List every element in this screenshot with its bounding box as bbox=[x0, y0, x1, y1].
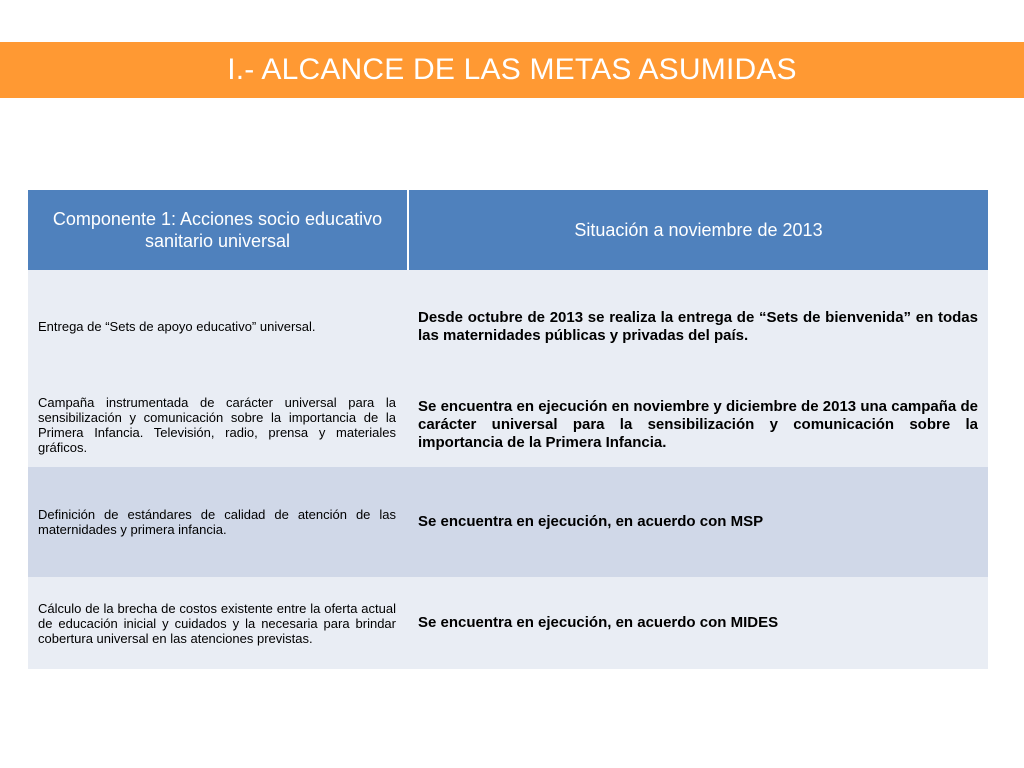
slide-title: I.- ALCANCE DE LAS METAS ASUMIDAS bbox=[227, 53, 797, 86]
row-component: Cálculo de la brecha de costos existente entre la oferta actual de educación inicial y cuidados y la necesaria para brindar cobertura universal en las atenciones previstas. bbox=[28, 577, 408, 669]
goals-table bbox=[28, 190, 988, 669]
header-component: Componente 1: Acciones socio educativo sanitario universal bbox=[28, 190, 408, 270]
title-bar bbox=[0, 42, 1024, 98]
row-component: Definición de estándares de calidad de atención de las maternidades y primera infancia. bbox=[28, 467, 408, 577]
table-row bbox=[28, 270, 988, 383]
row-status: Desde octubre de 2013 se realiza la entrega de “Sets de bienvenida” en todas las maternidades públicas y privadas del país. bbox=[408, 270, 988, 383]
table-row bbox=[28, 577, 988, 669]
table-header-row bbox=[28, 190, 988, 270]
row-component: Campaña instrumentada de carácter universal para la sensibilización y comunicación sobre la importancia de la Primera Infancia. Televisión, radio, prensa y materiales gráficos. bbox=[28, 383, 408, 467]
row-status: Se encuentra en ejecución, en acuerdo con MSP bbox=[408, 467, 988, 577]
header-status: Situación a noviembre de 2013 bbox=[408, 190, 988, 270]
row-status: Se encuentra en ejecución en noviembre y diciembre de 2013 una campaña de carácter universal para la sensibilización y comunicación sobre la importancia de la Primera Infancia. bbox=[408, 383, 988, 467]
row-component: Entrega de “Sets de apoyo educativo” universal. bbox=[28, 270, 408, 383]
row-status: Se encuentra en ejecución, en acuerdo con MIDES bbox=[408, 577, 988, 669]
table-row bbox=[28, 467, 988, 577]
table-row bbox=[28, 383, 988, 467]
